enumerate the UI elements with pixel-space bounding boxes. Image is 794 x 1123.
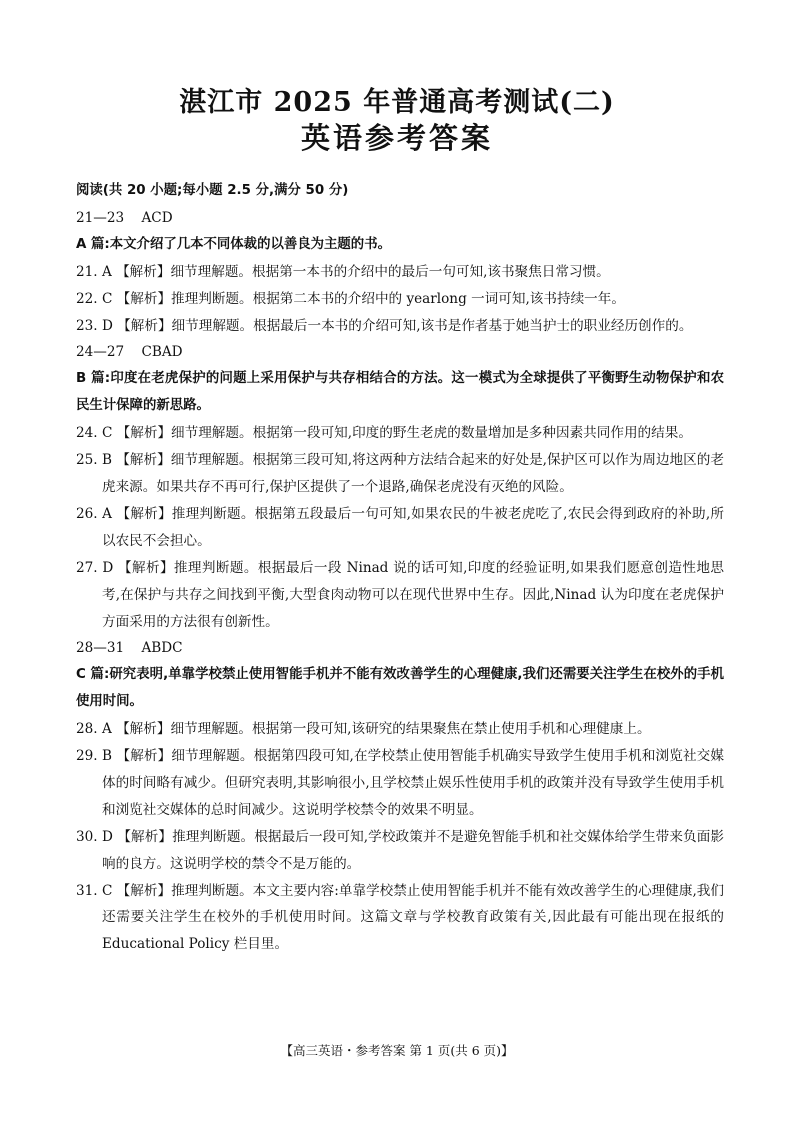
question-explanation: 26. A 【解析】推理判断题。根据第五段最后一句可知,如果农民的牛被老虎吃了,农民会得到政府的补助,所以农民不会担心。 bbox=[76, 505, 724, 549]
question-explanation: 21. A 【解析】细节理解题。根据第一本书的介绍中的最后一句可知,该书聚焦日常习惯。 bbox=[76, 263, 610, 280]
answer-range: 21—23 ACD bbox=[76, 209, 173, 226]
section-heading: 阅读(共 20 小题;每小题 2.5 分,满分 50 分) bbox=[76, 183, 349, 198]
question-explanation: 30. D 【解析】推理判断题。根据最后一段可知,学校政策并不是避免智能手机和社交媒体给学生带来负面影响的良方。这说明学校的禁令不是万能的。 bbox=[76, 828, 724, 872]
question-explanation: 22. C 【解析】推理判断题。根据第二本书的介绍中的 yearlong 一词可知,该书持续一年。 bbox=[76, 290, 625, 307]
document-subtitle: 英语参考答案 bbox=[300, 121, 493, 155]
question-explanation: 23. D 【解析】细节理解题。根据最后一本书的介绍可知,该书是作者基于她当护士的职业经历创作的。 bbox=[76, 317, 693, 334]
question-explanation: 24. C 【解析】细节理解题。根据第一段可知,印度的野生老虎的数量增加是多种因素共同作用的结果。 bbox=[76, 425, 692, 442]
passage-summary: A 篇:本文介绍了几本不同体裁的以善良为主题的书。 bbox=[76, 236, 391, 252]
question-explanation: 27. D 【解析】推理判断题。根据最后一段 Ninad 说的话可知,印度的经验证明,如果我们愿意创造性地思考,在保护与共存之间找到平衡,大型食肉动物可以在现代世界中生存。因此,Ninad 认为印度在老虎保护方面采用的方法很有创新性。 bbox=[76, 559, 724, 630]
page-footer: 【高三英语・参考答案 第 1 页(共 6 页)】 bbox=[280, 1043, 514, 1058]
answer-range: 24—27 CBAD bbox=[76, 344, 183, 361]
passage-summary: B 篇:印度在老虎保护的问题上采用保护与共存相结合的方法。这一模式为全球提供了平衡野生动物保护和农民生计保障的新思路。 bbox=[76, 371, 724, 414]
question-explanation: 29. B 【解析】细节理解题。根据第四段可知,在学校禁止使用智能手机确实导致学生使用手机和浏览社交媒体的时间略有减少。但研究表明,其影响很小,且学校禁止娱乐性使用手机的政策并没有导致学生使用手机和浏览社交媒体的总时间减少。这说明学校禁令的效果不明显。 bbox=[76, 748, 724, 818]
answer-content bbox=[76, 178, 724, 958]
answer-range: 28—31 ABDC bbox=[76, 640, 183, 657]
question-explanation: 28. A 【解析】细节理解题。根据第一段可知,该研究的结果聚焦在禁止使用手机和心理健康上。 bbox=[76, 721, 651, 738]
passage-summary: C 篇:研究表明,单靠学校禁止使用智能手机并不能有效改善学生的心理健康,我们还需要关注学生在校外的手机使用时间。 bbox=[76, 667, 724, 710]
document-title: 湛江市 2025 年普通高考测试(二) bbox=[179, 87, 615, 118]
question-explanation: 25. B 【解析】细节理解题。根据第三段可知,将这两种方法结合起来的好处是,保护区可以作为周边地区的老虎来源。如果共存不再可行,保护区提供了一个退路,确保老虎没有灭绝的风险。 bbox=[76, 452, 724, 495]
question-explanation: 31. C 【解析】推理判断题。本文主要内容:单靠学校禁止使用智能手机并不能有效改善学生的心理健康,我们还需要关注学生在校外的手机使用时间。这篇文章与学校教育政策有关,因此最有可能出现在报纸的 Educational Policy 栏目里。 bbox=[76, 882, 724, 953]
